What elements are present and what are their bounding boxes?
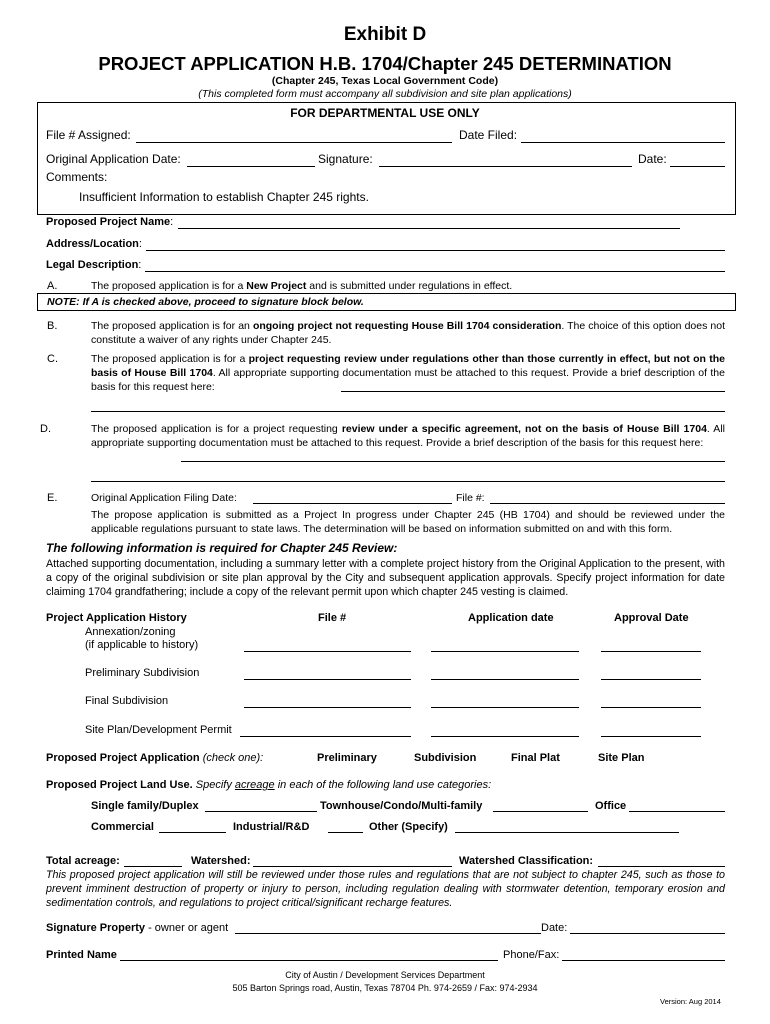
signature-date-field[interactable] — [570, 933, 725, 934]
option-a-letter: A. — [47, 280, 58, 292]
colon: : — [170, 216, 174, 228]
app-date-col-header: Application date — [468, 612, 554, 624]
option-a-pre: The proposed application is for a — [91, 280, 247, 292]
option-c-description-line2[interactable] — [91, 411, 725, 412]
signature-property-field[interactable] — [235, 933, 541, 934]
option-b-letter: B. — [47, 320, 58, 332]
date-label: Date: — [638, 152, 667, 166]
option-d-text — [91, 422, 725, 450]
option-c-description-field[interactable] — [341, 391, 725, 392]
address-label: Address/Location — [46, 238, 139, 250]
history-row-preliminary: Preliminary Subdivision — [85, 667, 200, 679]
option-d-letter: D. — [40, 423, 51, 435]
watershed-class-label: Watershed Classification: — [459, 855, 594, 867]
annexation-approval-field[interactable] — [601, 651, 701, 652]
site-plan-approval-field[interactable] — [601, 736, 701, 737]
history-row-annexation: Annexation/zoning — [85, 626, 176, 638]
land-use-specify-pre: Specify — [195, 779, 235, 791]
total-acreage-field[interactable] — [124, 866, 182, 867]
option-a-bold: New Project — [246, 280, 307, 292]
preliminary-file-field[interactable] — [244, 679, 411, 680]
printed-name-label: Printed Name — [46, 949, 117, 961]
date-filed-field[interactable] — [521, 142, 725, 143]
filing-date-label: Original Application Filing Date: — [91, 492, 237, 504]
land-use-specify-acreage: acreage — [234, 779, 275, 791]
form-subtitle: (Chapter 245, Texas Local Government Code) — [271, 75, 499, 87]
final-app-date-field[interactable] — [431, 707, 579, 708]
review-heading: The following information is required for Chapter 245 Review: — [46, 541, 398, 555]
annexation-file-field[interactable] — [244, 651, 411, 652]
option-e-text: The propose application is submitted as a Project In progress under Chapter 245 (HB 1704) and should be reviewed under the applicable regulations pursuant to state laws. The determination will be based on information submitted on and with this form. — [91, 509, 725, 535]
signature-label: Signature: — [318, 152, 373, 166]
townhouse-label: Townhouse/Condo/Multi-family — [320, 800, 483, 812]
option-d-t1: The proposed application is for a project requesting — [91, 423, 342, 435]
option-c-bold: project requesting review under regulations other than those currently in effect, but not on the basis of House Bill 1704 — [91, 353, 725, 379]
option-site-plan[interactable]: Site Plan — [598, 752, 645, 764]
orig-app-date-label: Original Application Date: — [46, 152, 181, 166]
file-assigned-label: File # Assigned: — [46, 128, 131, 142]
watershed-label: Watershed: — [191, 855, 251, 867]
phone-fax-label: Phone/Fax: — [503, 949, 560, 961]
option-b-t1: The proposed application is for an — [91, 320, 253, 332]
colon: : — [138, 259, 142, 271]
site-plan-file-field[interactable] — [240, 736, 411, 737]
single-family-label: Single family/Duplex — [91, 800, 199, 812]
history-col-header: Project Application History — [46, 612, 187, 624]
other-field[interactable] — [455, 832, 679, 833]
watershed-class-field[interactable] — [598, 866, 725, 867]
single-family-field[interactable] — [205, 811, 317, 812]
footer-address: 505 Barton Springs road, Austin, Texas 78704 Ph. 974-2659 / Fax: 974-2934 — [232, 983, 538, 993]
preliminary-approval-field[interactable] — [601, 679, 701, 680]
history-row-site-plan: Site Plan/Development Permit — [85, 724, 232, 736]
option-b-t2: . The choice of this option does not constitute a waiver of any rights under Chapter 245. — [91, 320, 725, 346]
colon: : — [138, 238, 142, 250]
option-c-t1: The proposed application is for a — [91, 353, 249, 365]
review-text: Attached supporting documentation, including a summary letter with a complete project history from the Original Application to the present, with a copy of the original subdivision or site plan approval by the City and subsequent application approvals. Specify project information for date claiming 1704 grandfathering; include a copy of the relevant permit upon which chapter 245 vesting is claimed. — [46, 558, 725, 598]
watershed-field[interactable] — [253, 866, 452, 867]
project-name-label: Proposed Project Name — [46, 216, 171, 228]
file-assigned-field[interactable] — [136, 142, 452, 143]
comments-label: Comments: — [46, 170, 108, 184]
option-d-description-field[interactable] — [181, 461, 725, 462]
form-title: PROJECT APPLICATION H.B. 1704/Chapter 245 DETERMINATION — [98, 53, 672, 74]
townhouse-field[interactable] — [493, 811, 588, 812]
option-d-description-line2[interactable] — [91, 481, 725, 482]
option-a-text — [91, 280, 512, 292]
commercial-label: Commercial — [91, 821, 154, 833]
phone-fax-field[interactable] — [562, 960, 725, 961]
file-no-label: File #: — [456, 492, 485, 504]
option-c-letter: C. — [47, 353, 58, 365]
legal-description-field[interactable] — [145, 271, 725, 272]
total-acreage-label: Total acreage: — [46, 855, 120, 867]
option-subdivision[interactable]: Subdivision — [414, 752, 477, 764]
legal-description-label: Legal Description — [46, 259, 139, 271]
industrial-label: Industrial/R&D — [233, 821, 310, 833]
footer-department: City of Austin / Development Services Department — [285, 970, 485, 980]
commercial-field[interactable] — [159, 832, 226, 833]
file-col-header: File # — [318, 612, 347, 624]
note-text: NOTE: If A is checked above, proceed to signature block below. — [47, 296, 364, 308]
history-row-final: Final Subdivision — [85, 695, 169, 707]
option-d-bold: review under a specific agreement, not on the basis of House Bill 1704 — [341, 423, 707, 435]
check-one-note: (check one): — [202, 752, 264, 764]
filing-date-field[interactable] — [253, 503, 452, 504]
printed-name-field[interactable] — [120, 960, 498, 961]
signature-date-label: Date: — [541, 922, 568, 934]
exhibit-label: Exhibit D — [343, 24, 427, 45]
land-use-label: Proposed Project Land Use. — [46, 779, 193, 791]
final-file-field[interactable] — [244, 707, 411, 708]
option-final-plat[interactable]: Final Plat — [511, 752, 560, 764]
departmental-heading: FOR DEPARTMENTAL USE ONLY — [290, 106, 480, 120]
file-no-field[interactable] — [490, 503, 725, 504]
orig-app-date-field[interactable] — [187, 166, 315, 167]
office-field[interactable] — [629, 811, 725, 812]
option-c-t2: . All appropriate supporting documentation must be attached to this request. Provide a brief description of the basis for this request here: — [91, 367, 725, 393]
owner-agent-note: - owner or agent — [145, 922, 229, 934]
option-d-t2: . All appropriate supporting documentation must be attached to this request. Provide a brief description of the basis for this request here: — [91, 423, 725, 449]
date-filed-label: Date Filed: — [459, 128, 518, 142]
signature-field[interactable] — [379, 166, 632, 167]
land-use-specify-post: in each of the following land use categories: — [274, 779, 492, 791]
final-approval-field[interactable] — [601, 707, 701, 708]
option-c-text — [91, 352, 725, 394]
version-label: Version: Aug 2014 — [660, 997, 721, 1006]
address-field[interactable] — [146, 250, 725, 251]
signature-property-label: Signature Property — [46, 922, 146, 934]
comments-text: Insufficient Information to establish Chapter 245 rights. — [79, 190, 369, 204]
application-type-label: Proposed Project Application — [46, 752, 200, 764]
office-label: Office — [595, 800, 627, 812]
site-plan-app-date-field[interactable] — [431, 736, 579, 737]
other-label: Other (Specify) — [369, 821, 448, 833]
date-field[interactable] — [670, 166, 725, 167]
option-b-bold: ongoing project not requesting House Bill 1704 consideration — [252, 320, 562, 332]
annexation-app-date-field[interactable] — [431, 651, 579, 652]
disclaimer-text: This proposed project application will still be reviewed under those rules and regulations that are not subject to chapter 245, such as those to prevent imminent destruction of property or injury to person, including regulation dealing with stormwater detention, temporary erosion and sedimentation controls, and regulations to project critical/significant recharge features. — [46, 869, 725, 909]
preliminary-app-date-field[interactable] — [431, 679, 579, 680]
history-row-annexation-note: (if applicable to history) — [85, 639, 199, 651]
option-a-post: and is submitted under regulations in effect. — [306, 280, 513, 292]
option-e-letter: E. — [47, 492, 58, 504]
option-preliminary[interactable]: Preliminary — [317, 752, 377, 764]
form-instruction: (This completed form must accompany all subdivision and site plan applications) — [198, 88, 572, 100]
option-b-text — [91, 319, 725, 347]
approval-col-header: Approval Date — [614, 612, 689, 624]
industrial-field[interactable] — [328, 832, 363, 833]
project-name-field[interactable] — [178, 228, 680, 229]
